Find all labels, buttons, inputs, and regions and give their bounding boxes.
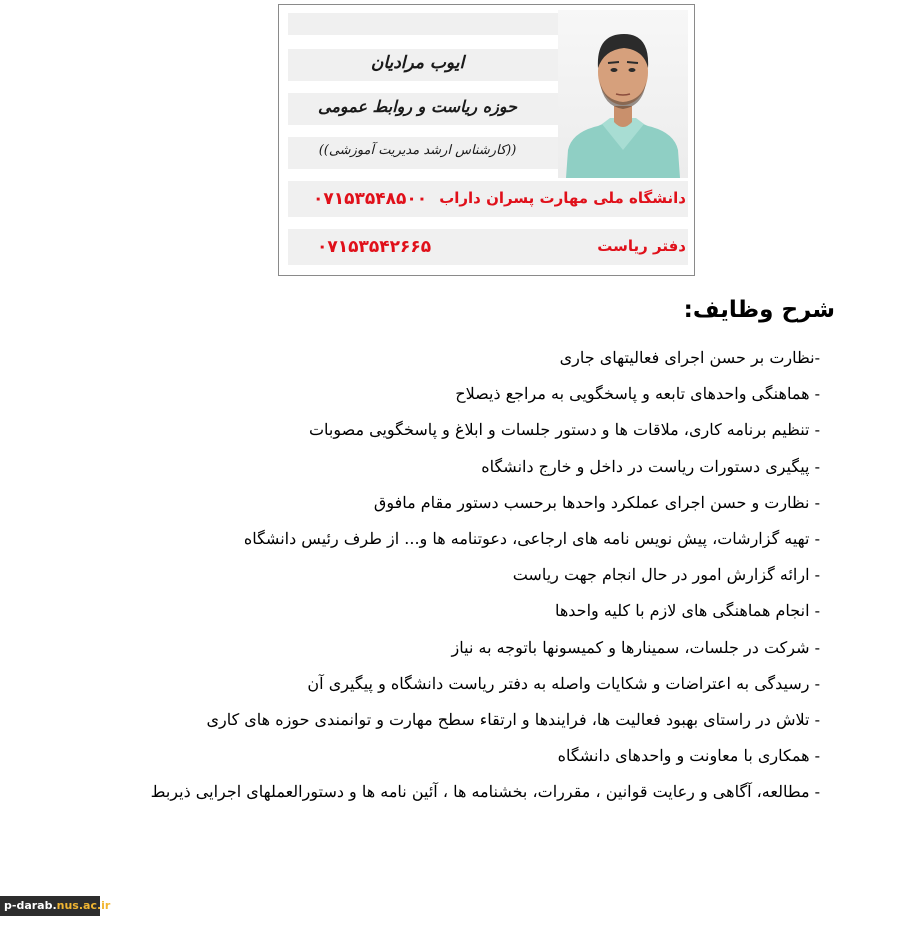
duty-item: - تهیه گزارشات، پیش نویس نامه های ارجاعی، دعوتنامه ها و... از طرف رئیس دانشگاه	[243, 528, 820, 548]
site-watermark-link[interactable]	[0, 896, 111, 916]
duty-item: - همکاری با معاونت و واحدهای دانشگاه	[557, 746, 820, 766]
site-domain: nus.ac.ir	[56, 899, 111, 912]
duty-item: - مطالعه، آگاهی و رعایت قوانین ، مقررات، بخشنامه ها ، آئین نامه ها و دستورالعملهای اجرایی ذیربط	[150, 782, 820, 802]
site-prefix: p-darab.	[4, 899, 57, 912]
person-name: ایوب مرادیان	[370, 53, 465, 73]
department-title: حوزه ریاست و روابط عمومی	[318, 97, 517, 116]
duty-item: -نظارت بر حسن اجرای فعالیتهای جاری	[559, 348, 820, 367]
office-label: دفتر ریاست	[597, 237, 686, 255]
duty-item: - تنظیم برنامه کاری، ملاقات ها و دستور جلسات و ابلاغ و پاسخگویی مصوبات	[308, 420, 820, 440]
duty-item: - انجام هماهنگی های لازم با کلیه واحدها	[554, 601, 820, 621]
profile-photo	[558, 10, 688, 178]
profile-photo-illustration	[558, 10, 688, 178]
duty-item: - شرکت در جلسات، سمینارها و کمیسونها باتوجه به نیاز	[451, 637, 820, 657]
duty-item: - ارائه گزارش امور در حال انجام جهت ریاست	[512, 565, 820, 585]
duties-list	[0, 340, 820, 810]
university-name: دانشگاه ملی مهارت پسران داراب	[439, 189, 686, 207]
contact-card	[278, 4, 695, 276]
office-phone-number: ۰۷۱۵۳۵۴۲۶۶۵	[317, 237, 432, 257]
duty-item: - پیگیری دستورات ریاست در داخل و خارج دانشگاه	[481, 456, 820, 476]
duties-heading: شرح وظایف:	[683, 297, 835, 323]
duty-item: - تلاش در راستای بهبود فعالیت ها، فرایندها و ارتقاء سطح مهارت و توانمندی حوزه های کاری	[206, 709, 820, 729]
academic-degree: ((کارشناس ارشد مدیریت آموزشی))	[318, 143, 517, 158]
main-phone-number: ۰۷۱۵۳۵۴۸۵۰۰	[313, 189, 428, 209]
duty-item: - نظارت و حسن اجرای عملکرد واحدها برحسب دستور مقام مافوق	[373, 492, 820, 512]
duty-item: - رسیدگی به اعتراضات و شکایات واصله به دفتر ریاست دانشگاه و پیگیری آن	[307, 673, 820, 693]
card-row-stripe	[288, 13, 558, 35]
duty-item: - هماهنگی واحدهای تابعه و پاسخگویی به مراجع ذیصلاح	[455, 384, 820, 404]
